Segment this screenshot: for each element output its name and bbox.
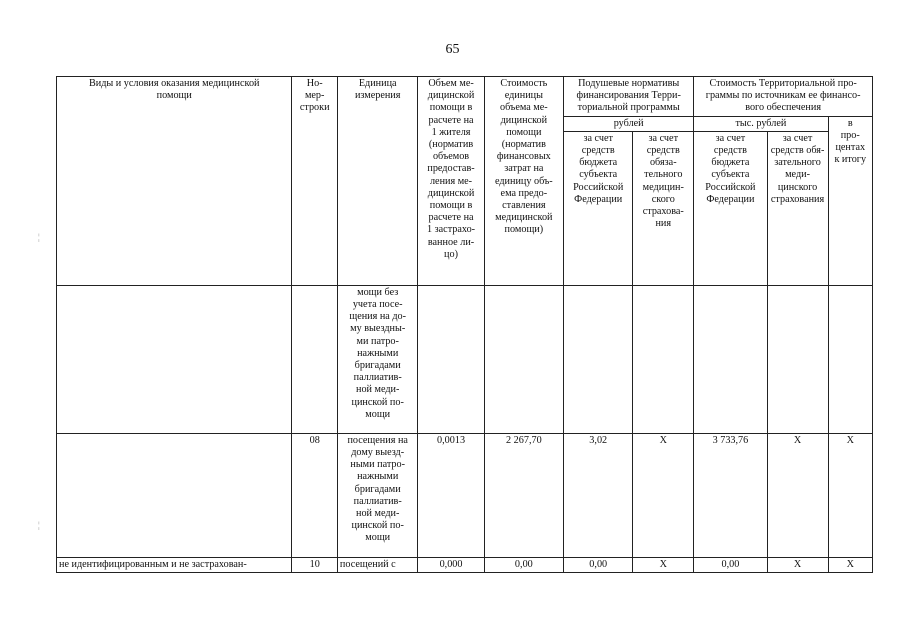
cell-budget: 0,00	[564, 557, 633, 572]
table-row	[57, 433, 873, 557]
cell-oms-2	[767, 285, 828, 433]
header-per-capita: Подушевые нормативы финансирования Терри- ториальной программы	[564, 77, 694, 117]
cell-oms: Х	[633, 433, 694, 557]
cell-budget-2: 3 733,76	[694, 433, 767, 557]
cell-type	[57, 433, 292, 557]
margin-mark: ¦	[38, 520, 40, 530]
cell-number: 10	[292, 557, 337, 572]
cell-oms-2: Х	[767, 557, 828, 572]
cell-unit: мощи без учета посе- щения на до- му выездны- ми патро- нажными бригадами паллиатив- ной меди- цинской по- мощи	[337, 285, 418, 433]
margin-mark: ¦	[38, 232, 40, 242]
cell-volume	[418, 285, 484, 433]
cell-number: 08	[292, 433, 337, 557]
header-budget: за счет средств бюджета субъекта Российской Федерации	[564, 131, 633, 285]
cell-cost: 2 267,70	[484, 433, 564, 557]
header-volume: Объем ме- дицинской помощи в расчете на 1 жителя (норматив объемов предостав- ления ме- дицинской помощи в расчете на 1 застрахо- ванное ли- цо)	[418, 77, 484, 286]
header-thousand-rubles: тыс. рублей	[694, 116, 828, 131]
cell-unit: посещений с	[337, 557, 418, 572]
header-row-number: Но- мер- строки	[292, 77, 337, 286]
header-program-cost: Стоимость Территориальной про- граммы по источникам ее финансо- вого обеспечения	[694, 77, 873, 117]
cell-percent: Х	[828, 433, 872, 557]
cell-cost: 0,00	[484, 557, 564, 572]
cell-cost	[484, 285, 564, 433]
cell-budget	[564, 285, 633, 433]
header-oms-2: за счет средств обя- зательного меди- цинского страхования	[767, 131, 828, 285]
cell-oms: Х	[633, 557, 694, 572]
cell-type	[57, 285, 292, 433]
medical-care-table	[56, 76, 873, 573]
cell-budget-2	[694, 285, 767, 433]
cell-type: не идентифицированным и не застрахован-	[57, 557, 292, 572]
cell-percent: Х	[828, 557, 872, 572]
header-budget-2: за счет средств бюджета субъекта Российской Федерации	[694, 131, 767, 285]
header-rubles: рублей	[564, 116, 694, 131]
cell-volume: 0,0013	[418, 433, 484, 557]
cell-volume: 0,000	[418, 557, 484, 572]
cell-unit: посещения на дому выезд- ными патро- нажными бригадами паллиатив- ной меди- цинской по- мощи	[337, 433, 418, 557]
header-types: Виды и условия оказания медицинской помощи	[57, 77, 292, 286]
cell-oms-2: Х	[767, 433, 828, 557]
header-cost: Стоимость единицы объема ме- дицинской помощи (норматив финансовых затрат на единицу объ- ема предо- ставления медицинской помощи)	[484, 77, 564, 286]
header-oms: за счет средств обяза- тельного медицин- ского страхова- ния	[633, 131, 694, 285]
cell-oms	[633, 285, 694, 433]
header-unit: Единица измерения	[337, 77, 418, 286]
cell-percent	[828, 285, 872, 433]
cell-number	[292, 285, 337, 433]
table-row	[57, 557, 873, 572]
table-row	[57, 285, 873, 433]
cell-budget-2: 0,00	[694, 557, 767, 572]
page-number: 65	[445, 42, 460, 57]
cell-budget: 3,02	[564, 433, 633, 557]
header-percent: в про- центах к итогу	[828, 116, 872, 285]
